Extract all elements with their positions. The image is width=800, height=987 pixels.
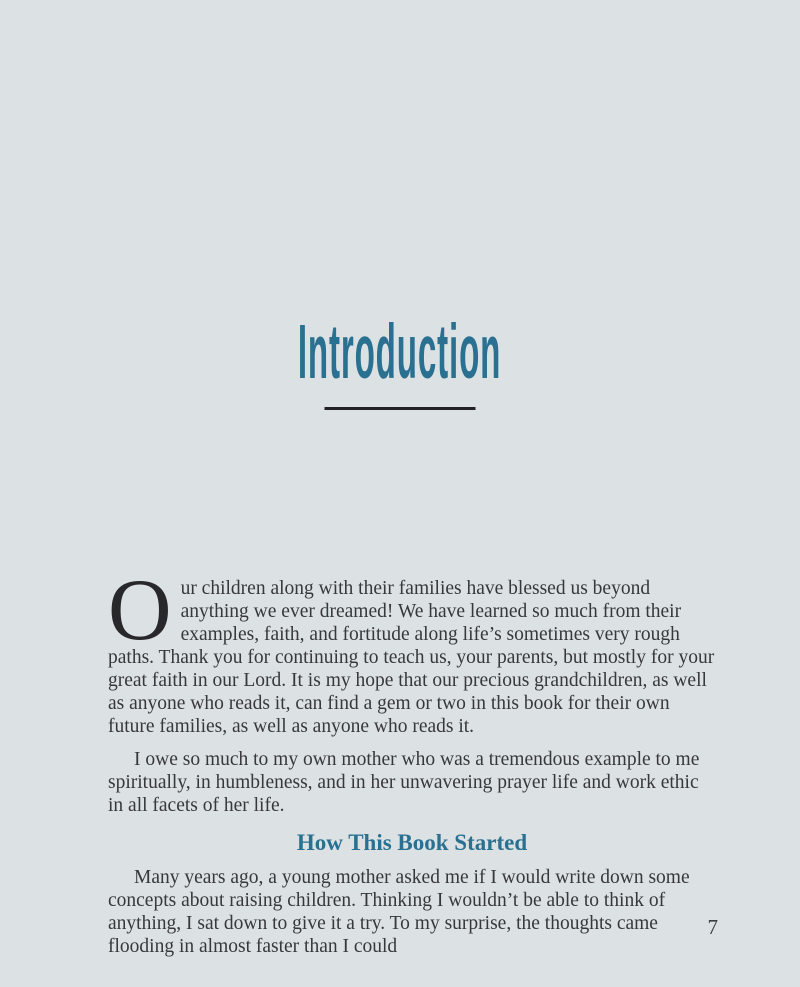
chapter-title: Introduction bbox=[298, 309, 502, 395]
page-content bbox=[108, 562, 716, 958]
intro-paragraph-1-text: ur children along with their families have blessed us beyond anything we ever dreamed! We have learned so much from their examples, faith, and fortitude along life’s sometimes very rough paths. Thank you for continuing to teach us, your parents, but mostly for your great faith in our Lord. It is my hope that our precious grandchildren, as well as anyone who reads it, can find a gem or two in this book for their own future families, as well as anyone who reads it. bbox=[108, 578, 715, 737]
page-number: 7 bbox=[707, 915, 718, 939]
dropcap-letter: O bbox=[108, 562, 172, 659]
title-divider-rule bbox=[325, 407, 476, 410]
section-heading: How This Book Started bbox=[296, 830, 528, 855]
section-paragraph-1: Many years ago, a young mother asked me if I would write down some concepts about raising children. Thinking I wouldn’t be able to think of anything, I sat down to give it a try. To my surprise, the thoughts came flooding in almost faster than I could bbox=[108, 867, 690, 957]
intro-paragraph-2: I owe so much to my own mother who was a tremendous example to me spiritually, in humbleness, and in her unwavering prayer life and work ethic in all facets of her life. bbox=[108, 749, 700, 816]
chapter-title-wrap bbox=[0, 309, 800, 395]
intro-paragraph-1 bbox=[108, 562, 716, 738]
